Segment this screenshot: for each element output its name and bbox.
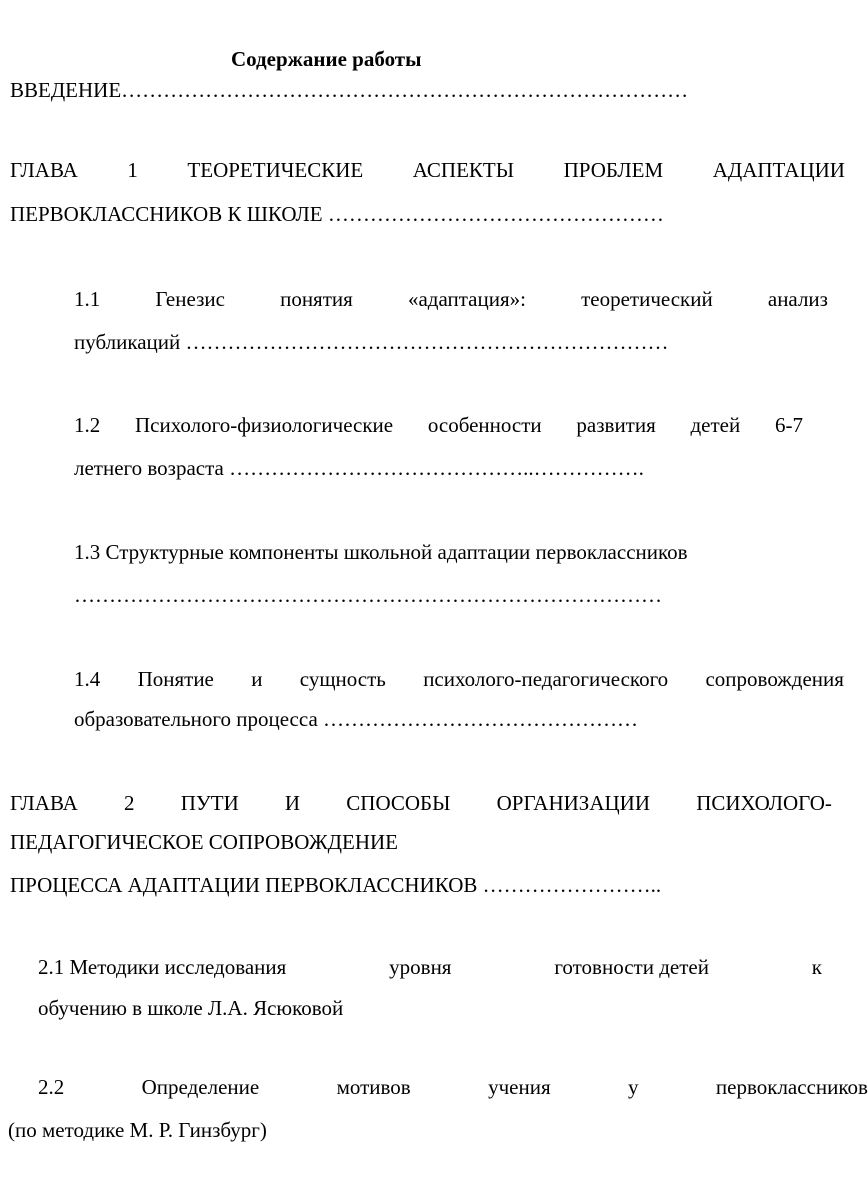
toc-word: 1.2 <box>74 413 101 437</box>
toc-word: ГЛАВА <box>10 158 78 182</box>
toc-word: и <box>251 667 263 691</box>
toc-word: Определение <box>141 1075 260 1099</box>
toc-section-2-1-line2: обучению в школе Л.А. Ясюковой <box>38 996 344 1020</box>
toc-word: Генезис <box>155 287 225 311</box>
toc-section-1-2-line1 <box>74 412 803 438</box>
toc-word: детей <box>690 413 741 437</box>
toc-intro: ВВЕДЕНИЕ……………………………………………………………………… <box>10 78 689 102</box>
toc-chapter2-line1 <box>10 790 832 816</box>
toc-word: первоклассников <box>715 1075 868 1099</box>
toc-word: уровня <box>389 955 452 979</box>
toc-word: понятия <box>280 287 353 311</box>
toc-section-1-4-line1 <box>74 666 844 692</box>
toc-word: Понятие <box>137 667 214 691</box>
toc-section-1-1-line2: публикаций …………………………………………………………… <box>74 330 669 354</box>
toc-word: ТЕОРЕТИЧЕСКИЕ <box>187 158 364 182</box>
toc-word: психолого-педагогического <box>423 667 669 691</box>
toc-word: Психолого-физиологические <box>134 413 394 437</box>
toc-word: АСПЕКТЫ <box>412 158 515 182</box>
toc-word: ПСИХОЛОГО- <box>696 791 832 815</box>
toc-word: СПОСОБЫ <box>346 791 451 815</box>
toc-word: развития <box>576 413 656 437</box>
document-title: Содержание работы <box>231 47 422 71</box>
toc-word: к <box>811 955 822 979</box>
toc-word: И <box>284 791 301 815</box>
toc-word: теоретический <box>581 287 713 311</box>
toc-word: ГЛАВА <box>10 791 78 815</box>
toc-word: 1.1 <box>74 287 101 311</box>
toc-word: 1.4 <box>74 667 101 691</box>
toc-section-2-2-line1 <box>38 1074 868 1100</box>
toc-word: ОРГАНИЗАЦИИ <box>496 791 650 815</box>
toc-word: ПУТИ <box>180 791 239 815</box>
toc-word: сущность <box>299 667 386 691</box>
toc-section-1-2-line2: летнего возраста ……………………………………..……………. <box>74 456 644 480</box>
toc-chapter1-line1 <box>10 157 845 183</box>
toc-word: готовности детей <box>554 955 709 979</box>
toc-word: сопровождения <box>705 667 844 691</box>
toc-word: «адаптация»: <box>407 287 526 311</box>
toc-section-1-1-line1 <box>74 286 828 312</box>
toc-section-2-1-line1 <box>38 954 822 980</box>
toc-word: у <box>628 1075 639 1099</box>
toc-word: 2.2 <box>38 1075 65 1099</box>
toc-section-1-3-line1: 1.3 Структурные компоненты школьной адаптации первоклассников <box>74 540 688 564</box>
toc-chapter2-line3: ПРОЦЕССА АДАПТАЦИИ ПЕРВОКЛАССНИКОВ …………………….. <box>10 873 662 897</box>
toc-word: мотивов <box>336 1075 411 1099</box>
toc-chapter2-line2: ПЕДАГОГИЧЕСКОЕ СОПРОВОЖДЕНИЕ <box>10 830 398 854</box>
toc-word: ПРОБЛЕМ <box>563 158 664 182</box>
toc-word: анализ <box>767 287 828 311</box>
toc-section-2-2-line2: (по методике М. Р. Гинзбург) <box>8 1118 267 1142</box>
toc-section-1-4-line2: образовательного процесса ……………………………………… <box>74 707 639 731</box>
toc-word: АДАПТАЦИИ <box>712 158 845 182</box>
toc-word: учения <box>488 1075 551 1099</box>
toc-chapter1-line2: ПЕРВОКЛАССНИКОВ К ШКОЛЕ ………………………………………… <box>10 202 664 226</box>
toc-word: 2.1 Методики исследования <box>38 955 287 979</box>
toc-word: 1 <box>127 158 138 182</box>
toc-word: 6-7 <box>774 413 803 437</box>
toc-word: 2 <box>124 791 135 815</box>
toc-section-1-3-line2: ………………………………………………………………………… <box>74 583 662 607</box>
toc-word: особенности <box>427 413 542 437</box>
